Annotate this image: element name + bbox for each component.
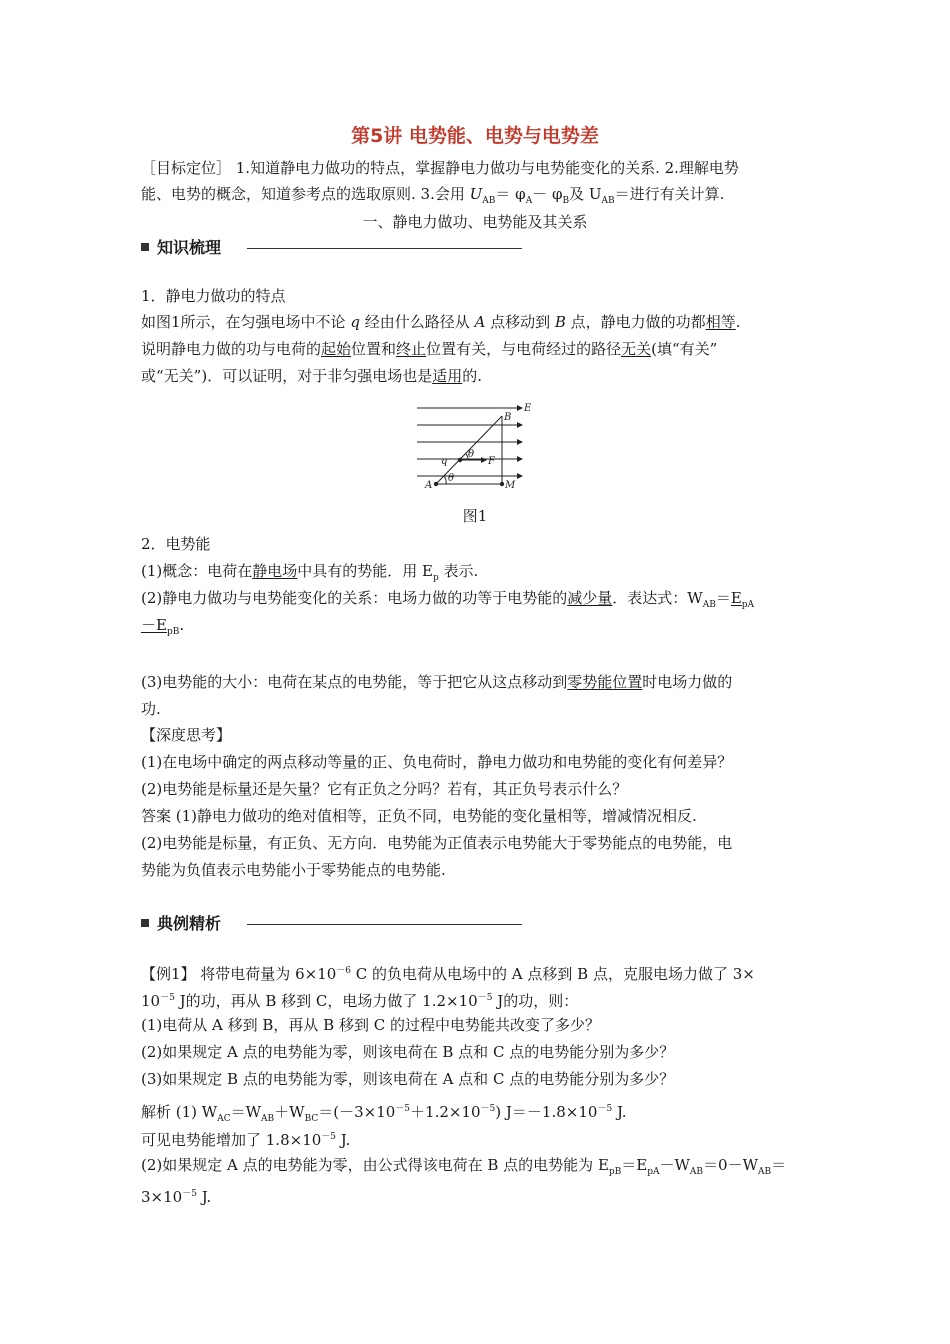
p2-line-3: $-E_{pB}$. [141, 616, 185, 637]
example-line-2: $10^{-5}$ J的功，再从 B 移到 C，电场力做了 $1.2\times 10^{-5}$ J的功，则： [141, 992, 579, 1010]
objective-line-1: ［目标定位］ 1.知道静电力做功的特点，掌握静电力做功与电势能变化的关系. 2.理解电势 [141, 159, 739, 177]
p2-line-4: (3)电势能的大小：电荷在某点的电势能，等于把它从这点移动到零势能位置时电场力做的 [141, 673, 733, 691]
label-theta: θ [448, 473, 455, 484]
think-question-2: (2)电势能是标量还是矢量？它有正负之分吗？若有，其正负号表示什么？ [141, 780, 628, 798]
p2-line-1: (1)概念：电荷在静电场中具有的势能．用 $E_p$ 表示. [141, 562, 479, 583]
section-heading-examples: 典例精析 [141, 913, 221, 935]
think-heading: 【深度思考】 [141, 726, 232, 744]
point-a [434, 482, 438, 486]
label-q: q [441, 456, 448, 467]
p1-line-2: 说明静电力做的功与电荷的起始位置和终止位置有关，与电荷经过的路径无关(填“有关” [141, 340, 718, 358]
p2-line-2: (2)静电力做功与电势能变化的关系：电场力做的功等于电势能的减少量．表达式：$W_{AB}=E_{pA}$ [141, 589, 755, 610]
p1-line-3: 或“无关”)．可以证明，对于非匀强电场也是适用的. [141, 367, 482, 385]
figure-caption: 图1 [462, 507, 488, 525]
solution-line-3: (2)如果规定 A 点的电势能为零，由公式得该电荷在 B 点的电势能为 $E_{pB}=E_{pA}-W_{AB}=0-W_{AB}=$ [141, 1156, 787, 1177]
answer-line-2: (2)电势能是标量，有正负、无方向．电势能为正值表示电势能大于零势能点的电势能，电 [141, 834, 733, 852]
objective-line-2: 能、电势的概念，知道参考点的选取原则. 3.会用 $U_{AB}= \varphi_A- \varphi_B$及 $U_{AB}=$进行有关计算. [141, 185, 725, 206]
example-line-1: 【例1】 将带电荷量为 $6\times 10^{-6}$ C 的负电荷从电场中的 A 点移到 B 点，克服电场力做了 3× [141, 965, 755, 983]
label-a: A [425, 480, 433, 491]
answer-line-1: 答案 (1)静电力做功的绝对值相等，正负不同，电势能的变化量相等，增减情况相反. [141, 807, 697, 825]
solution-line-4: $3\times 10^{-5}$ J. [141, 1188, 212, 1206]
think-question-1: (1)在电场中确定的两点移动等量的正、负电荷时，静电力做功和电势能的变化有何差异？ [141, 753, 733, 771]
p2-line-5: 功. [141, 700, 161, 718]
section-heading-knowledge: 知识梳理 [141, 237, 221, 259]
angle-arc [444, 476, 446, 484]
field-diagram [412, 398, 536, 498]
p1-line-1: 如图1所示，在匀强电场中不论 q 经由什么路径从 A 点移动到 B 点，静电力做的功都相等. [141, 313, 741, 331]
label-b: B [504, 412, 512, 423]
example-question-3: (3)如果规定 B 点的电势能为零，则该电荷在 A 点和 C 点的电势能分别为多少？ [141, 1070, 675, 1088]
label-theta: θ [468, 449, 475, 460]
point-m [500, 482, 504, 486]
label-m: M [505, 480, 516, 491]
part-heading: 一、静电力做功、电势能及其关系 [362, 213, 588, 231]
square-bullet-icon [141, 919, 149, 927]
answer-line-3: 势能为负值表示电势能小于零势能点的电势能. [141, 861, 446, 879]
solution-line-1: 解析 (1) $W_{AC}=W_{AB}+W_{BC}=(-3\times 10^{-5}+1.2\times 10^{-5})$ $J=-1.8\times 10^{-5}$ J. [141, 1103, 627, 1124]
example-question-2: (2)如果规定 A 点的电势能为零，则该电荷在 B 点和 C 点的电势能分别为多少？ [141, 1043, 675, 1061]
square-bullet-icon [141, 243, 149, 251]
p1-heading: 1．静电力做功的特点 [141, 287, 286, 305]
solution-line-2: 可见电势能增加了 $1.8\times 10^{-5}$ J. [141, 1131, 351, 1149]
label-e: E [524, 403, 532, 414]
p2-heading: 2．电势能 [141, 535, 211, 553]
example-question-1: (1)电荷从 A 移到 B，再从 B 移到 C 的过程中电势能共改变了多少？ [141, 1016, 600, 1034]
section-rule [247, 248, 522, 249]
page-title: 第5讲 电势能、电势与电势差 [351, 125, 599, 147]
charge-q [458, 458, 462, 462]
section-rule [247, 924, 522, 925]
label-f: F [488, 456, 495, 467]
